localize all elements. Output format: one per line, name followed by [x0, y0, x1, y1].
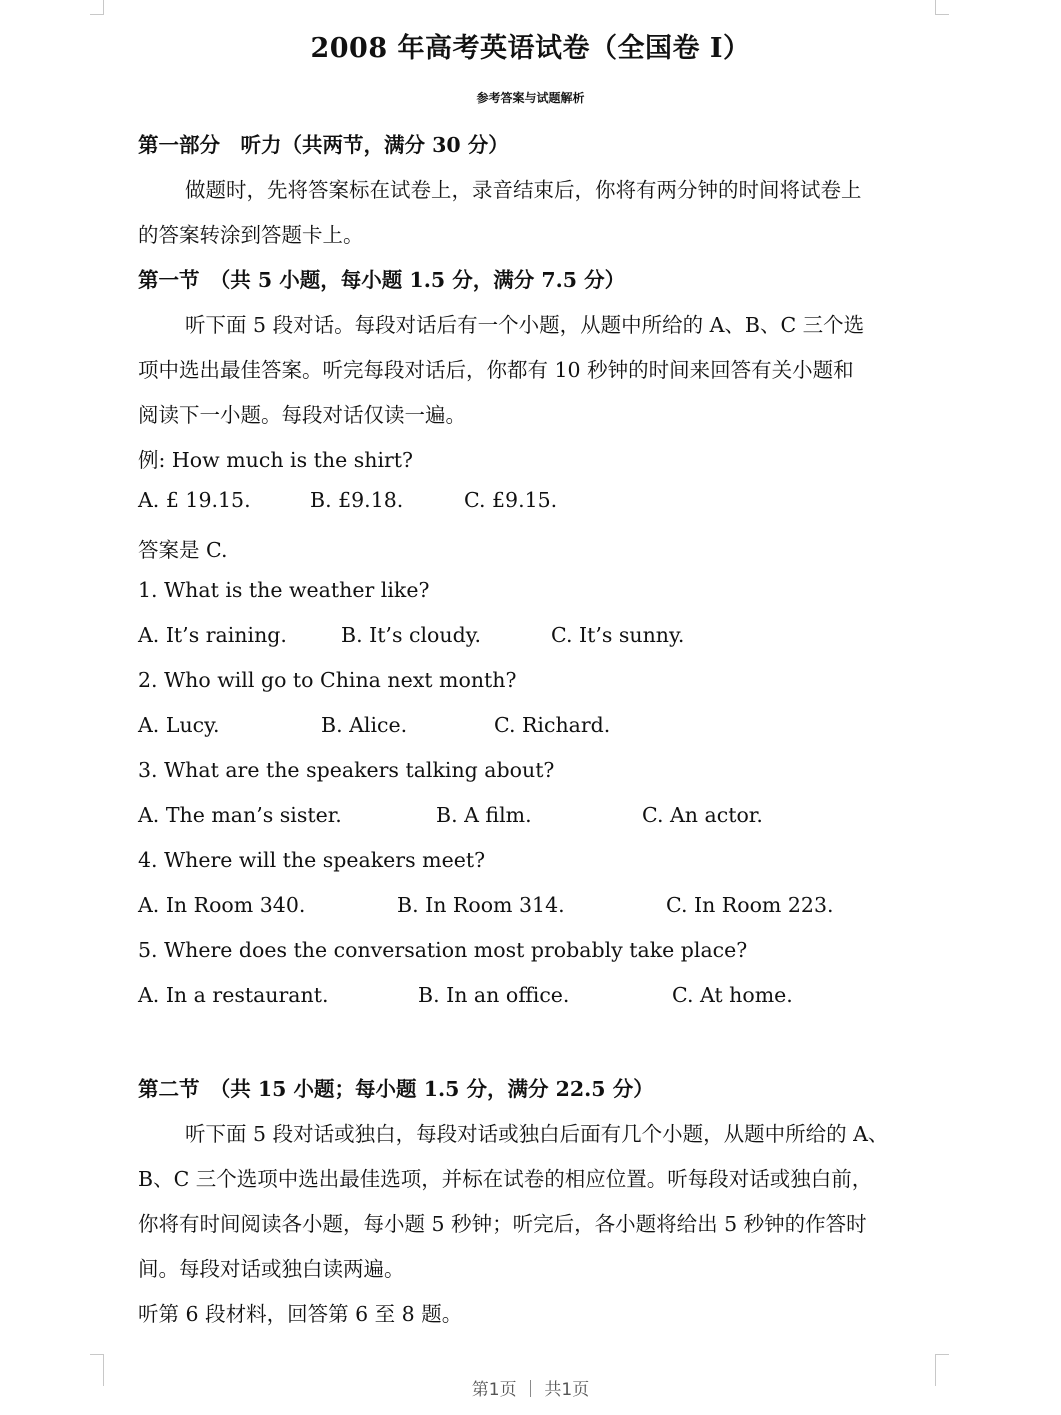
example-option-b: B. £9.18. — [310, 488, 404, 512]
question-1-option-c: C. It’s sunny. — [551, 623, 685, 647]
question-4-option-a: A. In Room 340. — [138, 893, 306, 917]
crop-mark — [935, 1354, 949, 1355]
question-2: 2. Who will go to China next month? — [138, 668, 517, 692]
section2-intro-line: B、C 三个选项中选出最佳选项，并标在试卷的相应位置。听每段对话或独白前， — [138, 1167, 873, 1191]
question-2-option-b: B. Alice. — [321, 713, 408, 737]
example-option-a: A. £ 19.15. — [138, 488, 251, 512]
crop-mark — [90, 14, 104, 15]
question-3-option-b: B. A film. — [436, 803, 532, 827]
crop-mark — [103, 0, 104, 14]
part1-intro-line: 做题时，先将答案标在试卷上，录音结束后，你将有两分钟的时间将试卷上 — [185, 178, 862, 202]
question-4-option-c: C. In Room 223. — [666, 893, 834, 917]
section1-intro-line: 听下面 5 段对话。每段对话后有一个小题，从题中所给的 A、B、C 三个选 — [185, 313, 865, 337]
question-2-option-a: A. Lucy. — [138, 713, 220, 737]
section2-intro-line: 你将有时间阅读各小题，每小题 5 秒钟；听完后，各小题将给出 5 秒钟的作答时 — [138, 1212, 867, 1236]
section2-intro-line: 间。每段对话或独白读两遍。 — [138, 1257, 405, 1281]
question-1-option-a: A. It’s raining. — [138, 623, 287, 647]
section1-heading: 第一节 （共 5 小题，每小题 1.5 分，满分 7.5 分） — [138, 268, 626, 292]
question-5-option-c: C. At home. — [672, 983, 793, 1007]
example-option-c: C. £9.15. — [464, 488, 558, 512]
question-5-option-a: A. In a restaurant. — [138, 983, 329, 1007]
question-4: 4. Where will the speakers meet? — [138, 848, 486, 872]
part1-intro-line: 的答案转涂到答题卡上。 — [138, 223, 364, 247]
crop-mark — [90, 1354, 104, 1355]
example-answer: 答案是 C. — [138, 538, 228, 562]
question-2-option-c: C. Richard. — [494, 713, 611, 737]
section2-intro-line: 听下面 5 段对话或独白，每段对话或独白后面有几个小题，从题中所给的 A、 — [185, 1122, 889, 1146]
page-footer: 第1页 ｜ 共1页 — [471, 1380, 590, 1400]
question-5-option-b: B. In an office. — [418, 983, 570, 1007]
part1-heading: 第一部分 听力（共两节，满分 30 分） — [138, 133, 509, 157]
section2-material: 听第 6 段材料，回答第 6 至 8 题。 — [138, 1302, 463, 1326]
page-subtitle: 参考答案与试题解析 — [476, 91, 585, 105]
question-5: 5. Where does the conversation most probably take place? — [138, 938, 748, 962]
example-question: 例: How much is the shirt? — [138, 448, 414, 472]
page-title: 2008 年高考英语试卷（全国卷 I） — [310, 33, 751, 64]
question-3-option-c: C. An actor. — [642, 803, 763, 827]
section1-intro-line: 项中选出最佳答案。听完每段对话后，你都有 10 秒钟的时间来回答有关小题和 — [138, 358, 854, 382]
question-3: 3. What are the speakers talking about? — [138, 758, 555, 782]
crop-mark — [935, 0, 936, 14]
question-4-option-b: B. In Room 314. — [397, 893, 565, 917]
question-3-option-a: A. The man’s sister. — [138, 803, 342, 827]
section1-intro-line: 阅读下一小题。每段对话仅读一遍。 — [138, 403, 466, 427]
question-1: 1. What is the weather like? — [138, 578, 430, 602]
question-1-option-b: B. It’s cloudy. — [341, 623, 482, 647]
section2-heading: 第二节 （共 15 小题；每小题 1.5 分，满分 22.5 分） — [138, 1077, 654, 1101]
crop-mark — [935, 14, 949, 15]
